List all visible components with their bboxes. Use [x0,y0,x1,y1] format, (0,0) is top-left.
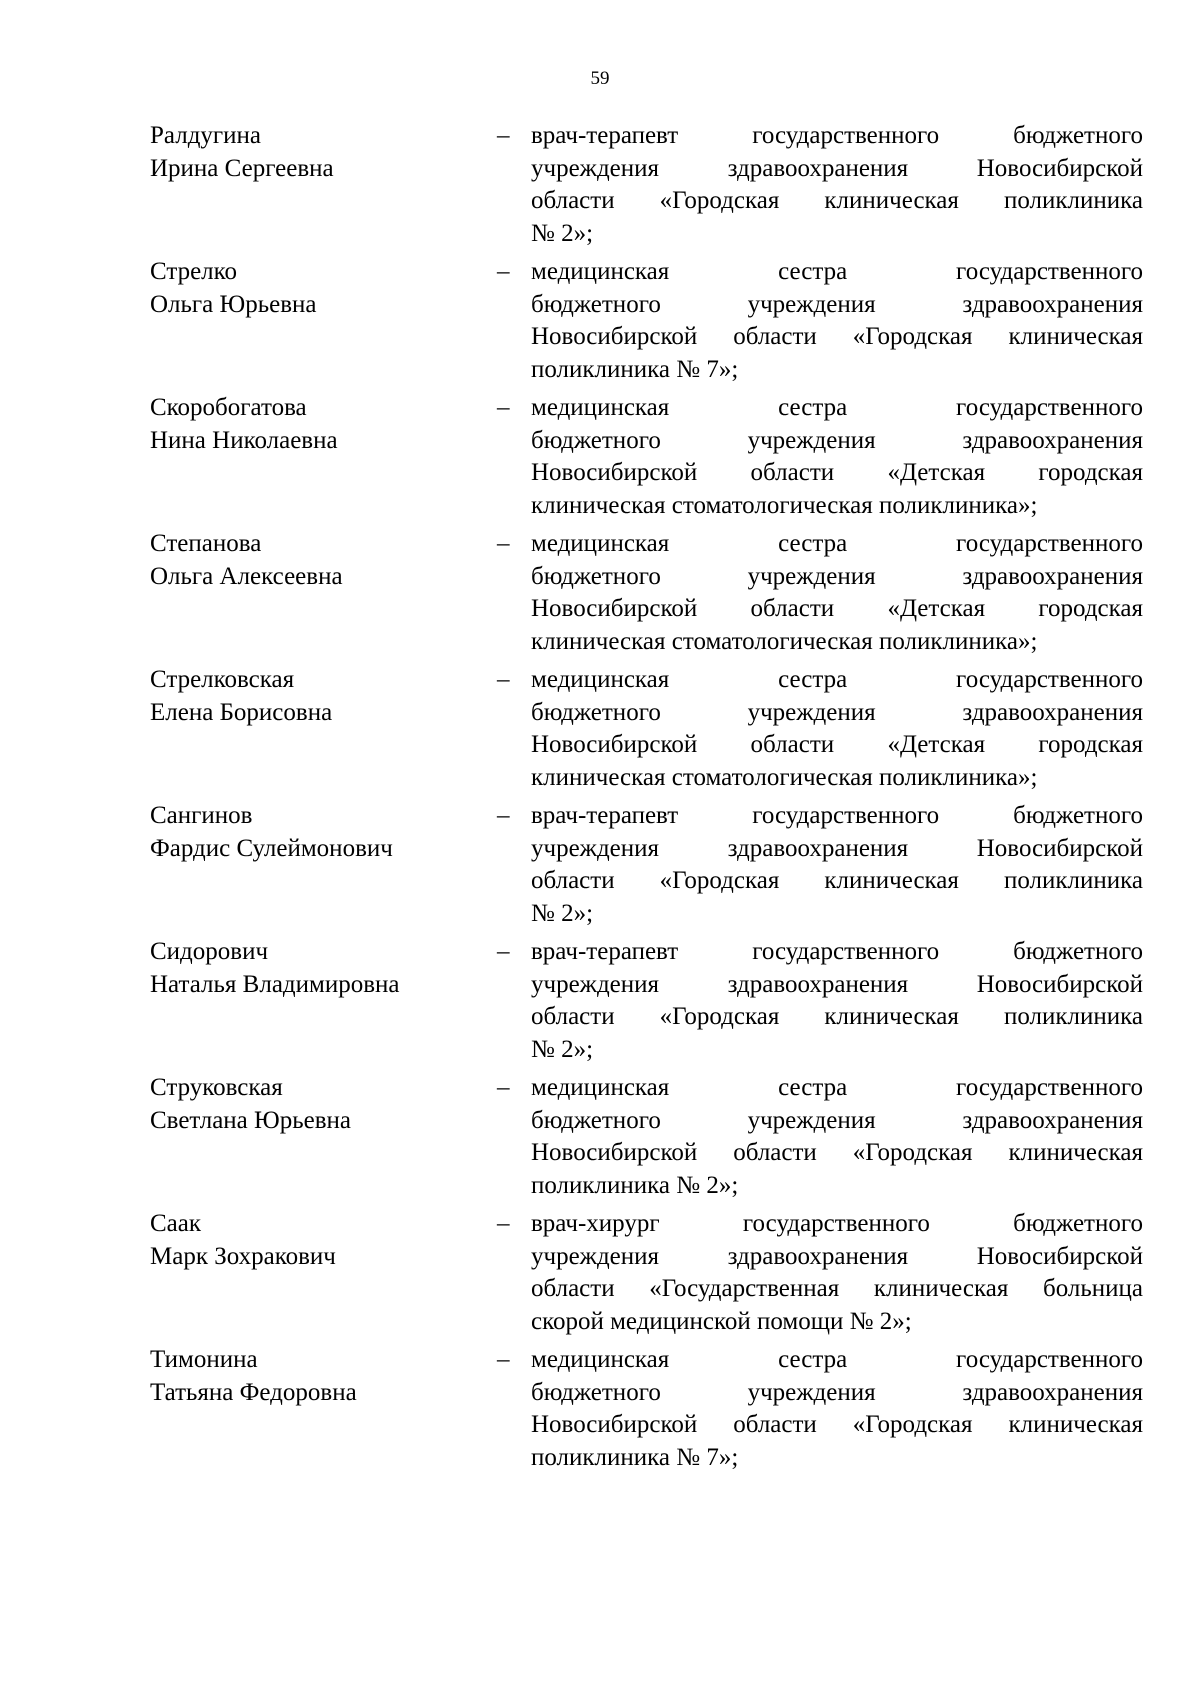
description-line: медицинская сестра государственного [531,666,1143,693]
given-names: Светлана Юрьевна [150,1106,352,1134]
given-names: Ирина Сергеевна [150,154,334,182]
given-names: Ольга Юрьевна [150,290,317,318]
dash-separator: – [497,1074,510,1101]
description-line: Новосибирской области «Детская городская [531,459,1143,486]
position-description [531,1208,1143,1338]
dash-separator: – [497,938,510,965]
description-line: врач-терапевт государственного бюджетного [531,938,1143,965]
position-description [531,664,1143,794]
surname: Стрелковская [150,666,295,693]
description-line: врач-терапевт государственного бюджетного [531,122,1143,149]
person-name [150,528,480,593]
surname: Ралдугина [150,122,262,149]
description-line: бюджетного учреждения здравоохранения [531,1378,1143,1406]
list-item [0,1344,1200,1480]
position-description [531,1344,1143,1474]
description-line: медицинская сестра государственного [531,530,1143,557]
description-line: бюджетного учреждения здравоохранения [531,698,1143,726]
description-line: бюджетного учреждения здравоохранения [531,562,1143,590]
page-number: 59 [590,68,610,89]
position-description [531,392,1143,522]
list-item [0,1208,1200,1344]
description-line: клиническая стоматологическая поликлиника»; [531,627,1038,655]
position-description [531,936,1143,1066]
description-line: медицинская сестра государственного [531,1346,1143,1373]
given-names: Елена Борисовна [150,698,333,726]
description-line: учреждения здравоохранения Новосибирской [531,970,1143,998]
given-names: Наталья Владимировна [150,970,400,998]
dash-separator: – [497,802,510,829]
description-line: медицинская сестра государственного [531,258,1143,285]
description-line: скорой медицинской помощи № 2»; [531,1307,912,1335]
person-name [150,256,480,321]
surname: Тимонина [150,1346,258,1373]
person-name [150,120,480,185]
given-names: Татьяна Федоровна [150,1378,357,1406]
position-description [531,800,1143,930]
list-item [0,120,1200,256]
list-item [0,936,1200,1072]
description-line: Новосибирской области «Детская городская [531,731,1143,758]
description-line: бюджетного учреждения здравоохранения [531,290,1143,318]
dash-separator: – [497,1210,510,1237]
description-line: бюджетного учреждения здравоохранения [531,426,1143,454]
list-item [0,392,1200,528]
description-line: бюджетного учреждения здравоохранения [531,1106,1143,1134]
description-line: поликлиника № 2»; [531,1171,739,1199]
dash-separator: – [497,1346,510,1373]
given-names: Ольга Алексеевна [150,562,343,590]
surname: Степанова [150,530,262,557]
person-name [150,936,480,1001]
description-line: области «Городская клиническая поликлиника [531,187,1143,214]
surname: Сангинов [150,802,253,829]
personnel-list [0,120,1200,1480]
dash-separator: – [497,394,510,421]
description-line: врач-хирург государственного бюджетного [531,1210,1143,1237]
dash-separator: – [497,258,510,285]
position-description [531,528,1143,658]
description-line: Новосибирской области «Городская клиническая [531,323,1143,350]
description-line: Новосибирской области «Детская городская [531,595,1143,622]
description-line: поликлиника № 7»; [531,1443,739,1471]
surname: Саак [150,1210,202,1237]
list-item [0,528,1200,664]
given-names: Фардис Сулеймонович [150,834,393,862]
list-item [0,664,1200,800]
given-names: Марк Зохракович [150,1242,336,1270]
person-name [150,664,480,729]
surname: Струковская [150,1074,283,1101]
surname: Сидорович [150,938,269,965]
description-line: поликлиника № 7»; [531,355,739,383]
description-line: медицинская сестра государственного [531,1074,1143,1101]
description-line: области «Городская клиническая поликлиника [531,867,1143,894]
person-name [150,800,480,865]
list-item [0,1072,1200,1208]
description-line: № 2»; [531,899,594,927]
description-line: учреждения здравоохранения Новосибирской [531,154,1143,182]
dash-separator: – [497,530,510,557]
given-names: Нина Николаевна [150,426,338,454]
position-description [531,120,1143,250]
description-line: Новосибирской области «Городская клиническая [531,1411,1143,1438]
description-line: области «Городская клиническая поликлиника [531,1003,1143,1030]
description-line: учреждения здравоохранения Новосибирской [531,1242,1143,1270]
surname: Стрелко [150,258,238,285]
description-line: области «Государственная клиническая больница [531,1275,1143,1302]
description-line: № 2»; [531,1035,594,1063]
description-line: учреждения здравоохранения Новосибирской [531,834,1143,862]
description-line: клиническая стоматологическая поликлиника»; [531,763,1038,791]
description-line: клиническая стоматологическая поликлиника»; [531,491,1038,519]
list-item [0,256,1200,392]
surname: Скоробогатова [150,394,307,421]
person-name [150,1072,480,1137]
dash-separator: – [497,122,510,149]
dash-separator: – [497,666,510,693]
person-name [150,1208,480,1273]
description-line: медицинская сестра государственного [531,394,1143,421]
person-name [150,392,480,457]
position-description [531,256,1143,386]
position-description [531,1072,1143,1202]
description-line: врач-терапевт государственного бюджетного [531,802,1143,829]
description-line: Новосибирской области «Городская клиническая [531,1139,1143,1166]
description-line: № 2»; [531,219,594,247]
list-item [0,800,1200,936]
person-name [150,1344,480,1409]
